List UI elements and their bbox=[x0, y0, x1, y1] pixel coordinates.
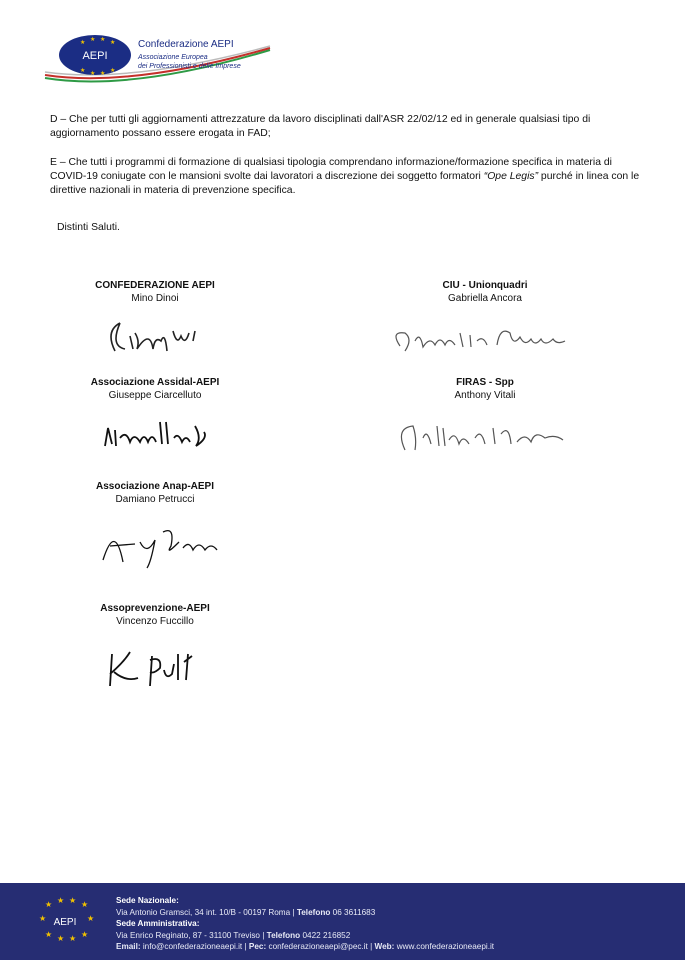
svg-text:★: ★ bbox=[87, 914, 95, 923]
sede-amministrativa-address: Via Enrico Reginato, 87 - 31100 Treviso bbox=[116, 930, 260, 940]
signatory-name: Gabriella Ancora bbox=[448, 293, 522, 304]
signatory-name: Anthony Vitali bbox=[454, 390, 516, 401]
svg-text:★: ★ bbox=[90, 36, 96, 43]
svg-text:★: ★ bbox=[90, 70, 96, 77]
signature-block-assidal bbox=[45, 376, 265, 458]
signatory-org: FIRAS - Spp bbox=[456, 377, 514, 388]
signatory-org: Assoprevenzione-AEPI bbox=[100, 603, 210, 614]
signature-block-anap bbox=[45, 480, 265, 572]
pec-label: Pec: bbox=[248, 942, 267, 951]
brand-subtitle-line2: dei Professionisti e delle Imprese bbox=[138, 63, 241, 70]
signatory-org: CONFEDERAZIONE AEPI bbox=[95, 280, 215, 291]
brand-subtitle-line1: Associazione Europea bbox=[138, 54, 208, 61]
brand-name: Confederazione AEPI bbox=[138, 39, 234, 50]
sede-nazionale-label: Sede Nazionale: bbox=[116, 896, 179, 905]
svg-text:★: ★ bbox=[110, 67, 116, 74]
paragraph-e-tail: purché in linea con le direttive nazionali in materia di prevenzione specifica. bbox=[50, 171, 640, 196]
svg-text:★: ★ bbox=[45, 930, 53, 939]
signature-image bbox=[95, 311, 215, 361]
svg-text:★: ★ bbox=[57, 896, 65, 905]
signatory-name: Mino Dinoi bbox=[131, 293, 179, 304]
paragraph-e-main: E – Che tutti i programmi di formazione di qualsiasi tipologia comprendano informazione/formazione specifica in materia di COVID-19 coniugate con le mansioni svolte dai lavoratori a discrezione dei soggetto formatori bbox=[50, 157, 612, 182]
signatory-name: Vincenzo Fuccillo bbox=[116, 616, 194, 627]
web-link[interactable]: www.confederazioneaepi.it bbox=[396, 942, 495, 951]
signature-block-aepi bbox=[45, 279, 265, 361]
signature-image bbox=[385, 408, 585, 458]
signature-image bbox=[90, 634, 220, 694]
signature-image bbox=[85, 512, 225, 572]
footer-contact-info bbox=[116, 895, 494, 953]
page-footer bbox=[0, 883, 685, 960]
sede-amministrativa-phone: 0422 216852 bbox=[302, 930, 351, 940]
signature-image bbox=[385, 311, 585, 361]
sede-nazionale-line: Via Antonio Gramsci, 34 int. 10/B - 00197 Roma | Telefono 06 3611683 bbox=[116, 907, 376, 917]
svg-text:★: ★ bbox=[100, 70, 106, 77]
svg-text:★: ★ bbox=[110, 39, 116, 46]
signature-block-assoprevenzione bbox=[45, 602, 265, 694]
svg-text:★: ★ bbox=[81, 930, 89, 939]
paragraph-d: D – Che per tutti gli aggiornamenti attrezzature da lavoro disciplinati dall'ASR 22/02/12 ed in generale qualsiasi tipo di aggiornamento possano essere erogata in FAD; bbox=[50, 114, 591, 139]
svg-text:★: ★ bbox=[81, 900, 89, 909]
paragraph-e-italic: “Ope Legis” bbox=[483, 171, 539, 182]
svg-text:★: ★ bbox=[39, 914, 47, 923]
signature-block-firas bbox=[375, 376, 595, 458]
brand-subtitle bbox=[138, 53, 241, 71]
svg-text:★: ★ bbox=[100, 36, 106, 43]
web-label: Web: bbox=[374, 942, 395, 951]
greeting: Distinti Saluti. bbox=[57, 222, 120, 233]
svg-text:★: ★ bbox=[69, 896, 77, 905]
sede-amministrativa-label: Sede Amministrativa: bbox=[116, 919, 200, 928]
svg-text:AEPI: AEPI bbox=[53, 917, 77, 928]
email-link[interactable]: info@confederazioneaepi.it bbox=[142, 942, 243, 951]
svg-text:★: ★ bbox=[57, 934, 65, 943]
pec-link[interactable]: confederazioneaepi@pec.it bbox=[268, 942, 368, 951]
svg-text:★: ★ bbox=[80, 67, 86, 74]
signatory-org: Associazione Anap-AEPI bbox=[96, 481, 214, 492]
signatory-org: Associazione Assidal-AEPI bbox=[90, 377, 220, 388]
signatory-name: Damiano Petrucci bbox=[115, 494, 195, 505]
sede-nazionale-tel-label: Telefono bbox=[296, 907, 331, 917]
sede-nazionale-address: Via Antonio Gramsci, 34 int. 10/B - 00197 Roma bbox=[116, 907, 291, 917]
signatory-org: CIU - Unionquadri bbox=[442, 280, 528, 291]
sede-amministrativa-line: Via Enrico Reginato, 87 - 31100 Treviso | Telefono 0422 216852 bbox=[116, 930, 351, 940]
paragraph-e bbox=[50, 156, 640, 198]
contact-links-line: Email: info@confederazioneaepi.it | Pec: confederazioneaepi@pec.it | Web: www.confederazioneaepi.it bbox=[116, 942, 495, 951]
signature-block-ciu bbox=[375, 279, 595, 361]
svg-text:AEPI: AEPI bbox=[82, 50, 108, 62]
sede-amministrativa-tel-label: Telefono bbox=[266, 930, 301, 940]
email-label: Email: bbox=[116, 942, 141, 951]
signatory-name: Giuseppe Ciarcelluto bbox=[108, 390, 202, 401]
svg-text:★: ★ bbox=[69, 934, 77, 943]
svg-text:★: ★ bbox=[45, 900, 53, 909]
signature-image bbox=[90, 408, 220, 458]
sede-nazionale-phone: 06 3611683 bbox=[332, 907, 376, 917]
aepi-footer-logo bbox=[35, 895, 95, 945]
svg-text:★: ★ bbox=[80, 39, 86, 46]
